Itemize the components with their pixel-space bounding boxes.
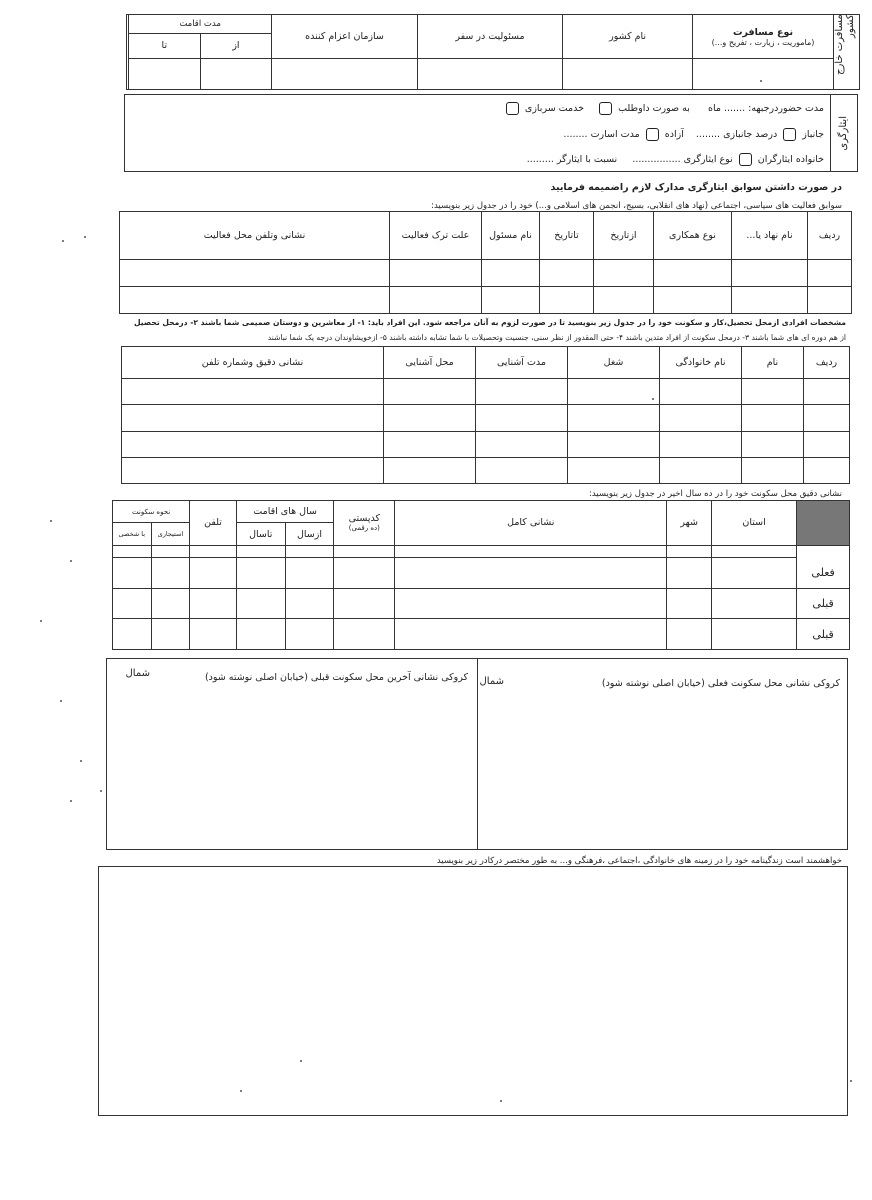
- sketch-previous-area[interactable]: [108, 690, 474, 848]
- table-row: [122, 431, 850, 457]
- travel-table: [128, 14, 834, 90]
- acq-header-duration: مدت آشنایی: [476, 347, 568, 379]
- conscript-label: خدمت سربازی: [524, 103, 584, 114]
- table-row: [113, 558, 850, 589]
- table-row: [113, 545, 850, 557]
- res-header-city: شهر: [667, 501, 712, 546]
- table-row: [113, 588, 850, 619]
- sketch-previous-north: شمال: [125, 668, 150, 679]
- azadeh-label: آزاده: [664, 129, 684, 140]
- family-label: خانواده ایثارگران: [757, 154, 824, 165]
- res-header-corner: [797, 501, 850, 546]
- isargari-side-label: ایثارگری: [830, 94, 856, 172]
- acq-header-name: نام: [742, 347, 804, 379]
- travel-type-cell[interactable]: [693, 59, 834, 90]
- acquaintances-intro-1: مشخصات افرادی ازمحل تحصیل،کار و سکونت خود را در جدول زیر بنویسید تا در صورت لزوم به آنان مراجعه شود. این افراد باید: ۱- از معاشرین و دوستان صمیمی شما باشند ۲- درمحل تحصیل: [134, 318, 846, 327]
- res-header-owned: با شخصی: [113, 523, 152, 545]
- janbaz-percent-field[interactable]: درصد جانبازی ........: [695, 129, 778, 140]
- activities-header-address: نشانی وتلفن محل فعالیت: [120, 212, 390, 260]
- activities-header-from: ازتاریخ: [594, 212, 654, 260]
- table-row: [113, 619, 850, 650]
- isargari-line-3: [527, 153, 824, 166]
- relation-field[interactable]: نسبت با ایثارگر .........: [526, 154, 618, 165]
- res-header-status: نحوه سکونت: [113, 501, 190, 523]
- table-row: [122, 457, 850, 483]
- activities-intro: سوابق فعالیت های سیاسی، اجتماعی (نهاد های انقلابی، بسیج، انجمن های اسلامی و...) خود را در جدول زیر بنویسید:: [431, 201, 842, 211]
- res-header-years: سال های اقامت: [236, 501, 333, 523]
- activities-header-to: تاتاریخ: [540, 212, 594, 260]
- janbaz-label: جانباز: [802, 129, 824, 140]
- residence-intro: نشانی دقیق محل سکونت خود را در ده سال اخیر در جدول زیر بنویسید:: [588, 489, 842, 499]
- travel-to-header: تا: [161, 40, 168, 51]
- residence-table: [112, 500, 850, 650]
- activities-table: [119, 211, 852, 314]
- travel-country-header: نام کشور: [563, 15, 693, 59]
- activities-header-cooperation: نوع همکاری: [654, 212, 732, 260]
- res-header-phone: تلفن: [190, 501, 237, 546]
- travel-org-cell[interactable]: [272, 59, 417, 90]
- travel-responsibility-cell[interactable]: [417, 59, 562, 90]
- front-duration-field[interactable]: مدت حضوردرجبهه: ....... ماه: [707, 103, 824, 114]
- bio-textarea[interactable]: [98, 866, 848, 1116]
- activities-header-reason: علت ترک فعالیت: [390, 212, 482, 260]
- travel-side-label: مسافرت خارج کشور: [834, 14, 856, 75]
- travel-from-header: از: [200, 34, 272, 58]
- sketch-current-area[interactable]: [480, 696, 846, 848]
- isargari-type-field[interactable]: نوع ایثارگری ................: [632, 154, 733, 165]
- bio-intro: خواهشمند است زندگینامه خود را در زمینه های خانوادگی ،اجتماعی ،فرهنگی و... به طور مختصر درکادر زیر بنویسید: [436, 856, 842, 866]
- acquaintances-intro-2: از هم دوره ای های شما باشند ۳- درمحل سکونت از افراد متدین باشند ۴- حتی المقدور از نظر سنی، جنسیت وتحصیلات با شما تشابه داشته باشند ۵- ازخویشاوندان درجه یک شما نباشند: [267, 333, 846, 342]
- table-row: [122, 405, 850, 431]
- table-row: [120, 287, 852, 314]
- acq-header-address: نشانی دقیق وشماره تلفن: [122, 347, 384, 379]
- res-row-label: قبلی: [797, 588, 850, 619]
- travel-to-cell[interactable]: [129, 59, 201, 90]
- captivity-field[interactable]: مدت اسارت ........: [563, 129, 640, 140]
- travel-country-cell[interactable]: [563, 59, 693, 90]
- isargari-line-1: [503, 102, 824, 115]
- res-header-address: نشانی کامل: [395, 501, 667, 546]
- activities-header-org: نام نهاد یا...: [732, 212, 808, 260]
- conscript-checkbox[interactable]: [506, 102, 519, 115]
- table-row: [120, 260, 852, 287]
- isargari-line-2: [563, 128, 824, 141]
- volunteer-label: به صورت داوطلب: [618, 103, 690, 114]
- activities-header-row: ردیف: [808, 212, 852, 260]
- azadeh-checkbox[interactable]: [646, 128, 659, 141]
- res-header-province: استان: [711, 501, 796, 546]
- sketch-previous-label: کروکی نشانی آخرین محل سکونت قبلی (خیابان اصلی نوشته شود): [204, 672, 468, 683]
- sketch-current-label: کروکی نشانی محل سکونت فعلی (خیابان اصلی نوشته شود): [601, 678, 840, 689]
- acq-header-place: محل آشنایی: [384, 347, 476, 379]
- family-checkbox[interactable]: [739, 153, 752, 166]
- travel-responsibility-header: مسئولیت در سفر: [417, 15, 562, 59]
- acquaintances-table: [121, 346, 850, 484]
- res-header-from-year: ازسال: [285, 523, 334, 545]
- acq-header-row: ردیف: [804, 347, 850, 379]
- acq-header-family: نام خانوادگی: [660, 347, 742, 379]
- acq-header-job: شغل: [568, 347, 660, 379]
- sketch-divider: [477, 658, 478, 850]
- res-row-label: قبلی: [797, 619, 850, 650]
- travel-org-header: سازمان اعزام کننده: [272, 15, 417, 59]
- volunteer-checkbox[interactable]: [599, 102, 612, 115]
- res-header-postal: کدپستی (ده رقمی): [334, 501, 395, 546]
- res-row-label: فعلی: [797, 558, 850, 589]
- table-row: [122, 379, 850, 405]
- travel-from-cell[interactable]: [200, 59, 272, 90]
- travel-stay-header: مدت اقامت: [129, 15, 271, 34]
- activities-header-supervisor: نام مسئول: [482, 212, 540, 260]
- res-header-to-year: تاسال: [236, 523, 285, 545]
- isargari-note: در صورت داشتن سوابق ایثارگری مدارک لازم راضمیمه فرمایید: [550, 182, 842, 193]
- travel-type-header: نوع مسافرت (ماموریت ، زیارت ، تفریح و...): [693, 15, 834, 59]
- res-header-rental: استیجاری: [151, 523, 190, 545]
- janbaz-checkbox[interactable]: [783, 128, 796, 141]
- sketch-current-north: شمال: [479, 676, 504, 687]
